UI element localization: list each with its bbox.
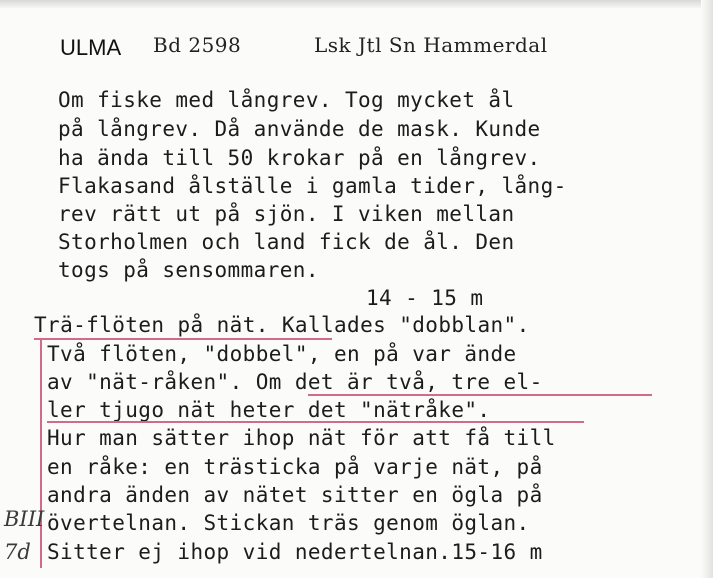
text-line: Sitter ej ihop vid nedertelnan.15-16 m <box>47 540 543 564</box>
text-line: rev rätt ut på sjön. I viken mellan <box>58 202 515 226</box>
text-line: Om fiske med långrev. Tog mycket ål <box>58 88 515 112</box>
archive-name: ULMA <box>60 35 122 60</box>
text-line: övertelnan. Stickan träs genom öglan. <box>47 511 530 535</box>
text-line-right: 14 - 15 m <box>366 286 484 310</box>
margin-bracket <box>40 340 47 568</box>
text-line: på långrev. Då använde de mask. Kunde <box>58 117 541 141</box>
text-line: av "nät-råken". Om det är två, tre el- <box>47 370 543 394</box>
underline-annotation <box>34 338 332 340</box>
card-right-edge <box>701 0 713 578</box>
text-line: Flakasand ålställe i gamla tider, lång- <box>58 174 567 198</box>
margin-note: BIII <box>4 507 45 531</box>
text-line: Trä-flöten på nät. Kallades "dobblan". <box>34 313 530 337</box>
record-location: Lsk Jtl Sn Hammerdal <box>314 33 548 57</box>
text-line: andra änden av nätet sitter en ögla på <box>47 483 543 507</box>
record-id: Bd 2598 <box>153 33 242 57</box>
card-top-edge <box>0 0 713 8</box>
underline-annotation <box>308 394 652 396</box>
underline-annotation <box>47 421 584 423</box>
text-line: Två flöten, "dobbel", en på var ände <box>47 342 517 366</box>
text-line: en råke: en trästicka på varje nät, på <box>47 455 543 479</box>
margin-note: 7d <box>4 540 31 564</box>
text-line: ler tjugo nät heter det "nätråke". <box>47 398 491 422</box>
text-line: ha ända till 50 krokar på en långrev. <box>58 146 541 170</box>
text-line: Hur man sätter ihop nät för att få till <box>47 426 556 450</box>
text-line: togs på sensommaren. <box>58 258 319 282</box>
text-line: Storholmen och land fick de ål. Den <box>58 230 515 254</box>
